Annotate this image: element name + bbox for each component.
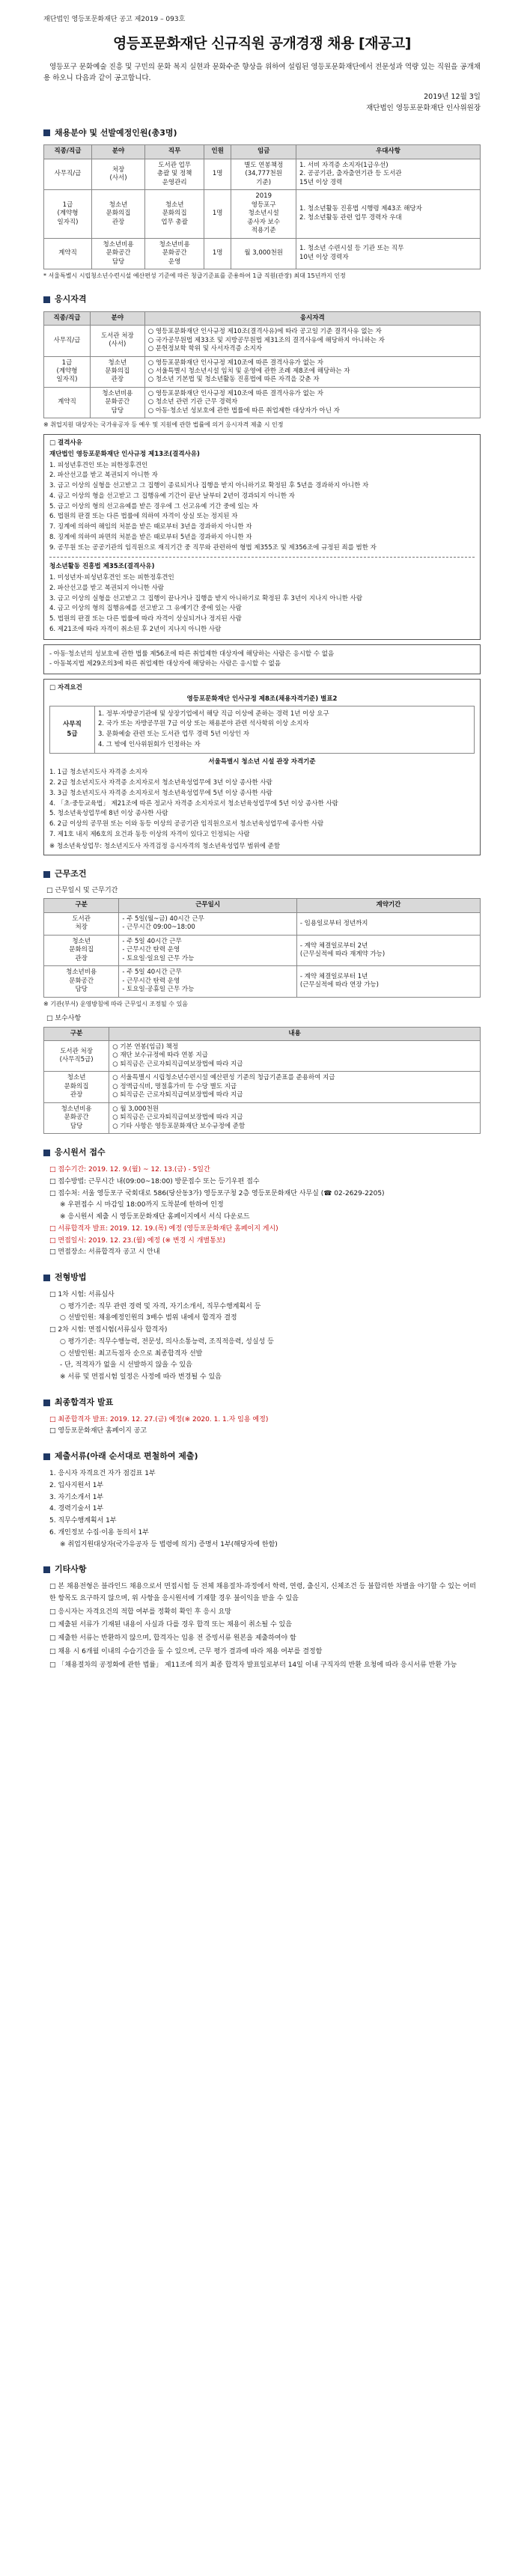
- table-header-cell: 구분: [44, 1027, 109, 1040]
- table-cell: - 주 5일 40시간 근무 - 근무시간 탄력 운영 - 토요일·공휴일 근무 가능: [119, 966, 297, 997]
- list-item: 3. 금고 이상의 실형을 선고받고 그 집행이 끝나거나 집행을 받지 아니하기로 확정된 후 3년이 지나지 아니한 사람: [49, 594, 363, 602]
- table-header-cell: 구분: [44, 899, 119, 912]
- list-item: 1. 피성년후견인 또는 피한정후견인: [49, 461, 148, 469]
- list-item: 2. 국가 또는 자방공무원 7급 이상 또는 채용분야 관련 석사학위 이상 소지자: [98, 720, 309, 728]
- table-cell: - 임용일로부터 정년까지: [296, 912, 480, 935]
- list-item: □ 접수기간: 2019. 12. 9.(월) ~ 12. 13.(금) - 5일간: [49, 1166, 210, 1174]
- list-item: □ 접수처: 서울 영등포구 국회대로 586(당산동3가) 영등포구청 2층 영등포문화재단 사무실 (☎ 02-2629-2205): [49, 1189, 385, 1197]
- list-item: 2. 파산선고를 받고 복권되지 아니한 사람: [49, 584, 164, 592]
- table-cell: 사무직/급: [44, 326, 91, 356]
- table-cell: 도서관 처장 (사서): [90, 326, 144, 356]
- table-header-cell: 응시자격: [144, 311, 480, 325]
- work-hours-table: [43, 898, 481, 997]
- subsection-title: □ 보수사항: [46, 1015, 82, 1023]
- section-square-icon: [43, 871, 50, 878]
- section-title: 응시원서 접수: [55, 1147, 106, 1158]
- section-recruitment-fields: [43, 128, 481, 139]
- table-cell: 2019 영등포구 청소년시설 종사자 보수 적용기준: [231, 190, 296, 238]
- list-item: 2. 2급 청소년지도사 자격증 소지자로서 청소년육성업무에 3년 이상 종사한 사람: [49, 779, 272, 787]
- list-item: □ 최종합격자 발표: 2019. 12. 27.(금) 예정(※ 2020. 1. 1.자 임용 예정): [49, 1415, 269, 1423]
- section-title: 최종합격자 발표: [55, 1397, 114, 1407]
- section-square-icon: [43, 296, 50, 303]
- table-cell: 청소년비용 문화공간 담당: [44, 1102, 109, 1133]
- table-row: [44, 1072, 481, 1102]
- list-item: ○ 평가기준: 직무 관련 경력 및 자격, 자기소개서, 직무수행계획서 등: [60, 1302, 261, 1310]
- table-cell: ○ 서울특별시 시립청소년수련시설 예산편성 기준의 청급기준표를 준용하여 지급 ○ 정액급식비, 명절휴가비 등 수당 별도 지급 ○ 퇴직금은 근로자퇴직급여보장법에 따라 지급: [109, 1072, 481, 1102]
- table-cell: 별도 연봉책정 (34,777천원 기준): [231, 159, 296, 189]
- table-cell: 1급 (계약형 일자직): [44, 356, 91, 387]
- table-cell: 사무직/급: [44, 159, 92, 189]
- table-header-cell: 내용: [109, 1027, 481, 1040]
- notice-number: 재단법인 영등포문화재단 공고 제2019 – 093호: [43, 16, 186, 23]
- section-title: 전형방법: [55, 1272, 87, 1283]
- list-item: 7. 제1호 내지 제6호의 요건과 동등 이상의 자격이 있다고 인정되는 사람: [49, 830, 250, 838]
- table-cell: ○ 기본 연봉(임금) 책정 ○ 재단 보수규정에 따라 연봉 지급 ○ 퇴직금은 근로자퇴직급여보장법에 따라 지급: [109, 1040, 481, 1071]
- selection-details: [43, 1289, 481, 1384]
- table-row: [44, 326, 481, 356]
- list-item: 2. 입사지원서 1부: [49, 1481, 104, 1489]
- salary-table: [43, 1027, 481, 1135]
- section-application: [43, 1147, 481, 1159]
- list-item: - 아동복지법 제29조의3에 따른 취업제한 대상자에 해당하는 사람은 응시할 수 없음: [49, 660, 281, 668]
- section-selection: [43, 1272, 481, 1284]
- list-item: □ 제출한 서류는 반환하지 않으며, 합격자는 임용 전 증빙서류 원본을 제출하여야 함: [49, 1635, 296, 1643]
- box-subtitle: 서울특별시 청소년 시설 관장 자격기준: [208, 757, 316, 766]
- table-note: * 서울특별시 시립청소년수련시설 예산편성 기준에 따른 청급기준표를 준용하여 1급 직원(관장) 최대 15년까지 인정: [43, 272, 346, 279]
- table-cell: 청소년비용 문화공간 운영: [145, 238, 204, 269]
- recruitment-table: [43, 144, 481, 269]
- qualification-grade: 사무직 5급: [50, 706, 95, 753]
- table-cell: 청소년 문화의집 관장: [91, 190, 144, 238]
- box-subtitle: 청소년활동 진흥법 제35조(결격사유): [49, 563, 155, 571]
- list-item: ○ 선발인원: 최고득점자 순으로 최종합격자 선발: [60, 1349, 203, 1358]
- notice-date: 2019년 12월 3일: [424, 93, 481, 102]
- table-cell: 청소년 문화의집 관장: [44, 1072, 109, 1102]
- box-list: [49, 650, 475, 670]
- table-row: [44, 935, 481, 965]
- list-item: 1. 정부·자방공기관에 및 상장기업에서 해당 직급 이상에 준하는 경력 1년 이상 요구: [98, 709, 329, 718]
- table-cell: ○ 영등포문화재단 인사규정 제10조(결격사유)에 따라 공고일 기준 결격사유 없는 자 ○ 국가공무원법 제33조 및 지방공무원법 제31조의 결격사유에 해당하지 아니하는 자 ○ 문헌정보학 학위 및 사서자격증 소지자: [144, 326, 480, 356]
- qualification-box: [43, 679, 481, 855]
- list-item: 6. 개인정보 수집·이용 동의서 1부: [49, 1528, 149, 1536]
- section-eligibility: [43, 294, 481, 305]
- list-item: 6. 제21조에 따라 자격이 취소된 후 2년이 지나지 아니한 사람: [49, 625, 222, 633]
- table-header-cell: 계약기간: [296, 899, 480, 912]
- list-item: □ 서류합격자 발표: 2019. 12. 19.(목) 예정 (영등포문화재단 홈페이지 게시): [49, 1224, 278, 1233]
- table-row: [44, 966, 481, 997]
- table-cell: 처장 (사서): [91, 159, 144, 189]
- box-list: [49, 768, 475, 839]
- section-title: 채용분야 및 선발예정인원(총3명): [55, 127, 177, 138]
- list-item: □ 「채용절차의 공정화에 관한 법률」 제11조에 의거 최종 합격자 발표일로부터 14일 이내 구직자의 반환 요청에 따라 응시서류 반환 가능: [49, 1661, 457, 1669]
- subsection-title: □ 근무일시 및 근무기간: [46, 887, 118, 895]
- list-item: □ 접수방법: 근무시간 내(09:00~18:00) 방문접수 또는 등기우편 접수: [49, 1177, 260, 1185]
- section-square-icon: [43, 1275, 50, 1281]
- section-work-conditions: [43, 869, 481, 880]
- table-cell: ○ 영등포문화재단 인사규정 제10조에 따른 결격사유가 없는 자 ○ 청소년 관련 기관 근무 경력자 ○ 아동·청소년 성보호에 관한 법률에 따른 취업제한 대상자가 아닌 자: [144, 387, 480, 418]
- other-details: [43, 1581, 481, 1671]
- table-cell: 청소년비용 문화공간 담당: [44, 966, 119, 997]
- list-item: 4. 금고 이상의 형을 선고받고 그 집행유예 기간이 끝난 날부터 2년이 경과되지 아니한 자: [49, 492, 295, 500]
- list-item: ※ 취업지원대상자(국가유공자 등 법령에 의거) 증명서 1부(해당자에 한함): [60, 1540, 278, 1548]
- list-item: 3. 문화예술 관련 또는 도서관 업무 경력 5년 이상인 자: [98, 730, 250, 739]
- list-item: 6. 법원의 판결 또는 다른 법률에 의하여 자격이 상실 또는 정지된 자: [49, 513, 238, 521]
- section-square-icon: [43, 1453, 50, 1460]
- table-row: [44, 912, 481, 935]
- table-cell: 청소년 문화의집 업무 총괄: [145, 190, 204, 238]
- table-cell: - 계약 체결일로부터 1년 (근무실적에 따라 연장 가능): [296, 966, 480, 997]
- table-cell: 도서관 처장: [44, 912, 119, 935]
- list-item: 8. 징계에 의하여 파면의 처분을 받은 때로부터 5년을 경과하지 아니한 자: [49, 533, 252, 541]
- table-cell: 청소년비용 문화공간 담당: [90, 387, 144, 418]
- section-square-icon: [43, 1566, 50, 1573]
- table-header-cell: 임금: [231, 145, 296, 159]
- list-item: ※ 서류 및 면접시험 일정은 사정에 따라 변경될 수 있음: [60, 1373, 222, 1382]
- table-cell: - 주 5일 40시간 근무 - 근무시간 탄력 운영 - 토요일·일요일 근무 가능: [119, 935, 297, 965]
- list-item: □ 본 채용전형은 블라인드 채용으로서 면접시험 등 전체 채용절차·과정에서 학력, 연령, 출신지, 신체조건 등 불합리한 차별을 야기할 수 있는 어떠한 항목도 요구하지 않으며, 위 사항을 응시원서에 기재할 경우 불이익을 받을 수 있음: [49, 1583, 476, 1602]
- list-item: □ 2차 시험: 면접시험(서류심사 합격자): [49, 1326, 168, 1334]
- table-header-cell: 직종/직급: [44, 311, 91, 325]
- list-item: 1. 미성년자·피성년후견인 또는 피한정후견인: [49, 574, 174, 582]
- table-cell: 1명: [204, 159, 231, 189]
- documents-list: [43, 1468, 481, 1551]
- table-row: [44, 190, 481, 238]
- box-title: □ 자격요건: [49, 684, 82, 692]
- list-item: □ 제출된 서류가 기재된 내용이 사실과 다를 경우 합격 또는 채용이 취소될 수 있음: [49, 1621, 292, 1629]
- list-item: □ 1차 시험: 서류심사: [49, 1290, 115, 1298]
- table-header-cell: 우대사항: [296, 145, 481, 159]
- section-square-icon: [43, 1150, 50, 1156]
- box-footnote: ※ 청소년육성업무: 청소년지도사 자격검정 응시자격의 청소년육성업무 범위에 준함: [49, 842, 281, 850]
- table-cell: 도서관 처장 (사무직5급): [44, 1040, 109, 1071]
- table-row: [44, 159, 481, 189]
- table-header-cell: 직종/직급: [44, 145, 92, 159]
- section-title: 응시자격: [55, 293, 87, 304]
- list-item: ※ 응시원서 제출 시 영등포문화재단 홈페이지에서 서식 다운로드: [60, 1213, 250, 1221]
- list-item: □ 면접장소: 서류합격자 공고 시 안내: [49, 1248, 160, 1257]
- list-item: 6. 2급 이상의 공무원 또는 이와 동등 이상의 공공기관 임직원으로서 청소년육성업무에 종사한 사람: [49, 820, 324, 828]
- table-header-cell: 직무: [145, 145, 204, 159]
- table-note: ※ 취업지원 대상자는 국가유공자 등 예우 및 지원에 관한 법률에 의거 응시자격 제출 시 인정: [43, 421, 284, 429]
- list-item: □ 영등포문화재단 홈페이지 공고: [49, 1427, 147, 1435]
- table-row: [44, 387, 481, 418]
- table-cell: 청소년 문화의집 관장: [90, 356, 144, 387]
- section-square-icon: [43, 1400, 50, 1406]
- section-other: [43, 1564, 481, 1575]
- list-item: - 단, 적격자가 없을 시 선발하지 않을 수 있음: [60, 1361, 192, 1370]
- list-item: 5. 법원의 판결 또는 다른 법률에 따라 자격이 상실되거나 정지된 사람: [49, 615, 242, 623]
- table-cell: 1명: [204, 238, 231, 269]
- disqualification-box: [43, 434, 481, 640]
- list-item: 2. 파산선고를 받고 복권되지 아니한 자: [49, 471, 158, 480]
- employment-restriction-box: [43, 644, 481, 675]
- application-details: [43, 1165, 481, 1259]
- list-item: 4. 경력기술서 1부: [49, 1505, 104, 1513]
- list-item: □ 채용 시 6개월 이내의 수습기간을 둘 수 있으며, 근무 평가 결과에 따라 채용 여부를 결정함: [49, 1647, 323, 1655]
- list-item: 5. 청소년육성업무에 8년 이상 종사한 사람: [49, 810, 168, 818]
- list-item: 9. 공무원 또는 공공기관의 임직원으로 재직기간 중 직무와 관련하여 형법 제355조 및 제356조에 규정된 죄를 범한 자: [49, 543, 377, 552]
- section-title: 근무조건: [55, 869, 87, 879]
- table-cell: 1급 (계약형 일자직): [44, 190, 92, 238]
- box-title: □ 결격사유: [49, 439, 82, 448]
- table-header-cell: 인원: [204, 145, 231, 159]
- list-item: 4. 「초·중등교육법」 제21조에 따른 정교사 자격증 소지자로서 청소년육성업무에 5년 이상 종사한 사람: [49, 799, 338, 808]
- box-list: [49, 461, 475, 553]
- list-item: ※ 우편접수 시 마감일 18:00까지 도착분에 한하여 인정: [60, 1201, 224, 1209]
- section-title: 제출서류(아래 순서대로 편철하여 제출): [55, 1451, 198, 1462]
- table-cell: ○ 영등포문화재단 인사규정 제10조에 따른 결격사유가 없는 자 ○ 서울특별시 청소년시설 임치 및 운영에 관한 조례 제8조에 해당하는 자 ○ 청소년 기본법 및 청소년활동 진흥법에 따른 자격을 갖춘 자: [144, 356, 480, 387]
- box-subtitle: 재단법인 영등포문화재단 인사규정 제13조(결격사유): [49, 450, 200, 458]
- table-cell: 계약직: [44, 238, 92, 269]
- table-header-cell: 분야: [91, 145, 144, 159]
- list-item: 5. 직무수행계획서 1부: [49, 1517, 117, 1525]
- section-final-result: [43, 1397, 481, 1408]
- box-list: [49, 573, 475, 635]
- list-item: 1. 1급 청소년지도사 자격증 소지자: [49, 769, 148, 777]
- list-item: 7. 징계에 의하여 해임의 처분을 받은 때로부터 3년을 경과하지 아니한 자: [49, 523, 252, 531]
- table-cell: 계약직: [44, 387, 91, 418]
- table-cell: - 주 5일(월~금) 40시간 근무 - 근무시간 09:00~18:00: [119, 912, 297, 935]
- table-row: [44, 1040, 481, 1071]
- table-header-cell: 근무일시: [119, 899, 297, 912]
- eligibility-table: [43, 311, 481, 419]
- list-item: ○ 선발인원: 채용예정인원의 3배수 범위 내에서 합격자 결정: [60, 1314, 237, 1322]
- section-title: 기타사항: [55, 1564, 87, 1575]
- table-cell: 청소년비용 문화공간 담당: [91, 238, 144, 269]
- notice-issuer: 재단법인 영등포문화재단 인사위원장: [366, 104, 481, 113]
- table-row: [44, 1102, 481, 1133]
- intro-paragraph: 영등포구 문화예술 진흥 및 구민의 문화 복지 실현과 문화수준 향상을 위하여 설립된 영등포문화재단에서 전문성과 역량 있는 직원을 공개채용 하오니 다음과 같이 공고합니다.: [43, 62, 481, 82]
- table-cell: 청소년 문화의집 관장: [44, 935, 119, 965]
- table-cell: 월 3,000천원: [231, 238, 296, 269]
- list-item: 3. 3급 청소년지도사 자격증 소지자로서 청소년육성업무에 5년 이상 종사한 사람: [49, 789, 272, 797]
- box-list: [98, 709, 471, 750]
- list-item: □ 응시자는 자격요건의 적합 여부를 정확히 확인 후 응시 요망: [49, 1608, 231, 1616]
- section-documents: [43, 1451, 481, 1462]
- page-title: 영등포문화재단 신규직원 공개경쟁 채용 [재공고]: [113, 35, 411, 52]
- list-item: □ 면접일시: 2019. 12. 23.(월) 예정 (※ 변경 시 개별통보): [49, 1236, 225, 1245]
- list-item: 1. 응시자 자격요건 자가 점검표 1부: [49, 1470, 156, 1478]
- list-item: - 아동·청소년의 성보호에 관한 법률 제56조에 따른 취업제한 대상자에 해당하는 사람은 응시할 수 없음: [49, 650, 335, 658]
- table-cell: 1. 청소년활동 진흥법 시행령 제43조 해당자 2. 청소년활동 관련 업무 경력자 우대: [296, 190, 481, 238]
- table-cell: ○ 월 3,000천원 ○ 퇴직금은 근로자퇴직급여보장법에 따라 지급 ○ 기타 사항은 영등포문화재단 보수규정에 준함: [109, 1102, 481, 1133]
- list-item: ○ 평가기준: 직무수행능력, 전문성, 의사소통능력, 조직적응력, 성실성 등: [60, 1337, 274, 1346]
- list-item: 4. 금고 이상의 형의 집행유예를 선고받고 그 유예기간 중에 있는 사람: [49, 605, 242, 613]
- list-item: 3. 금고 이상의 실형을 선고받고 그 집행이 종료되거나 집행을 받지 아니하기로 확정된 후 5년을 경과하지 아니한 자: [49, 482, 369, 490]
- list-item: 4. 그 밖에 인사위원회가 인정하는 자: [98, 740, 201, 748]
- table-cell: - 계약 체결일로부터 2년 (근무실적에 따라 재계약 가능): [296, 935, 480, 965]
- box-subtitle: 영등포문화재단 인사규정 제8조(채용자격기준) 별표2: [186, 695, 338, 703]
- section-square-icon: [43, 129, 50, 136]
- final-result-details: [43, 1414, 481, 1438]
- list-item: 3. 자기소개서 1부: [49, 1493, 104, 1501]
- table-cell: 1명: [204, 190, 231, 238]
- table-cell: 도서관 업무 총괄 및 정책 운영관리: [145, 159, 204, 189]
- table-header-cell: 분야: [90, 311, 144, 325]
- table-cell: 1. 청소년 수련시설 등 기관 또는 직무 10년 이상 경력자: [296, 238, 481, 269]
- table-note: ※ 기관(부서) 운영방침에 따라 근무일시 조정될 수 있음: [43, 1000, 189, 1007]
- table-row: [44, 356, 481, 387]
- qualification-table: [49, 706, 475, 754]
- table-cell: 1. 서비 자격증 소지자(1급우선) 2. 공공기관, 출자출연기관 등 도서관 15년 이상 경력: [296, 159, 481, 189]
- list-item: 5. 금고 이상의 형의 선고유예를 받은 경우에 그 선고유예 기간 중에 있는 자: [49, 502, 258, 510]
- table-row: [44, 238, 481, 269]
